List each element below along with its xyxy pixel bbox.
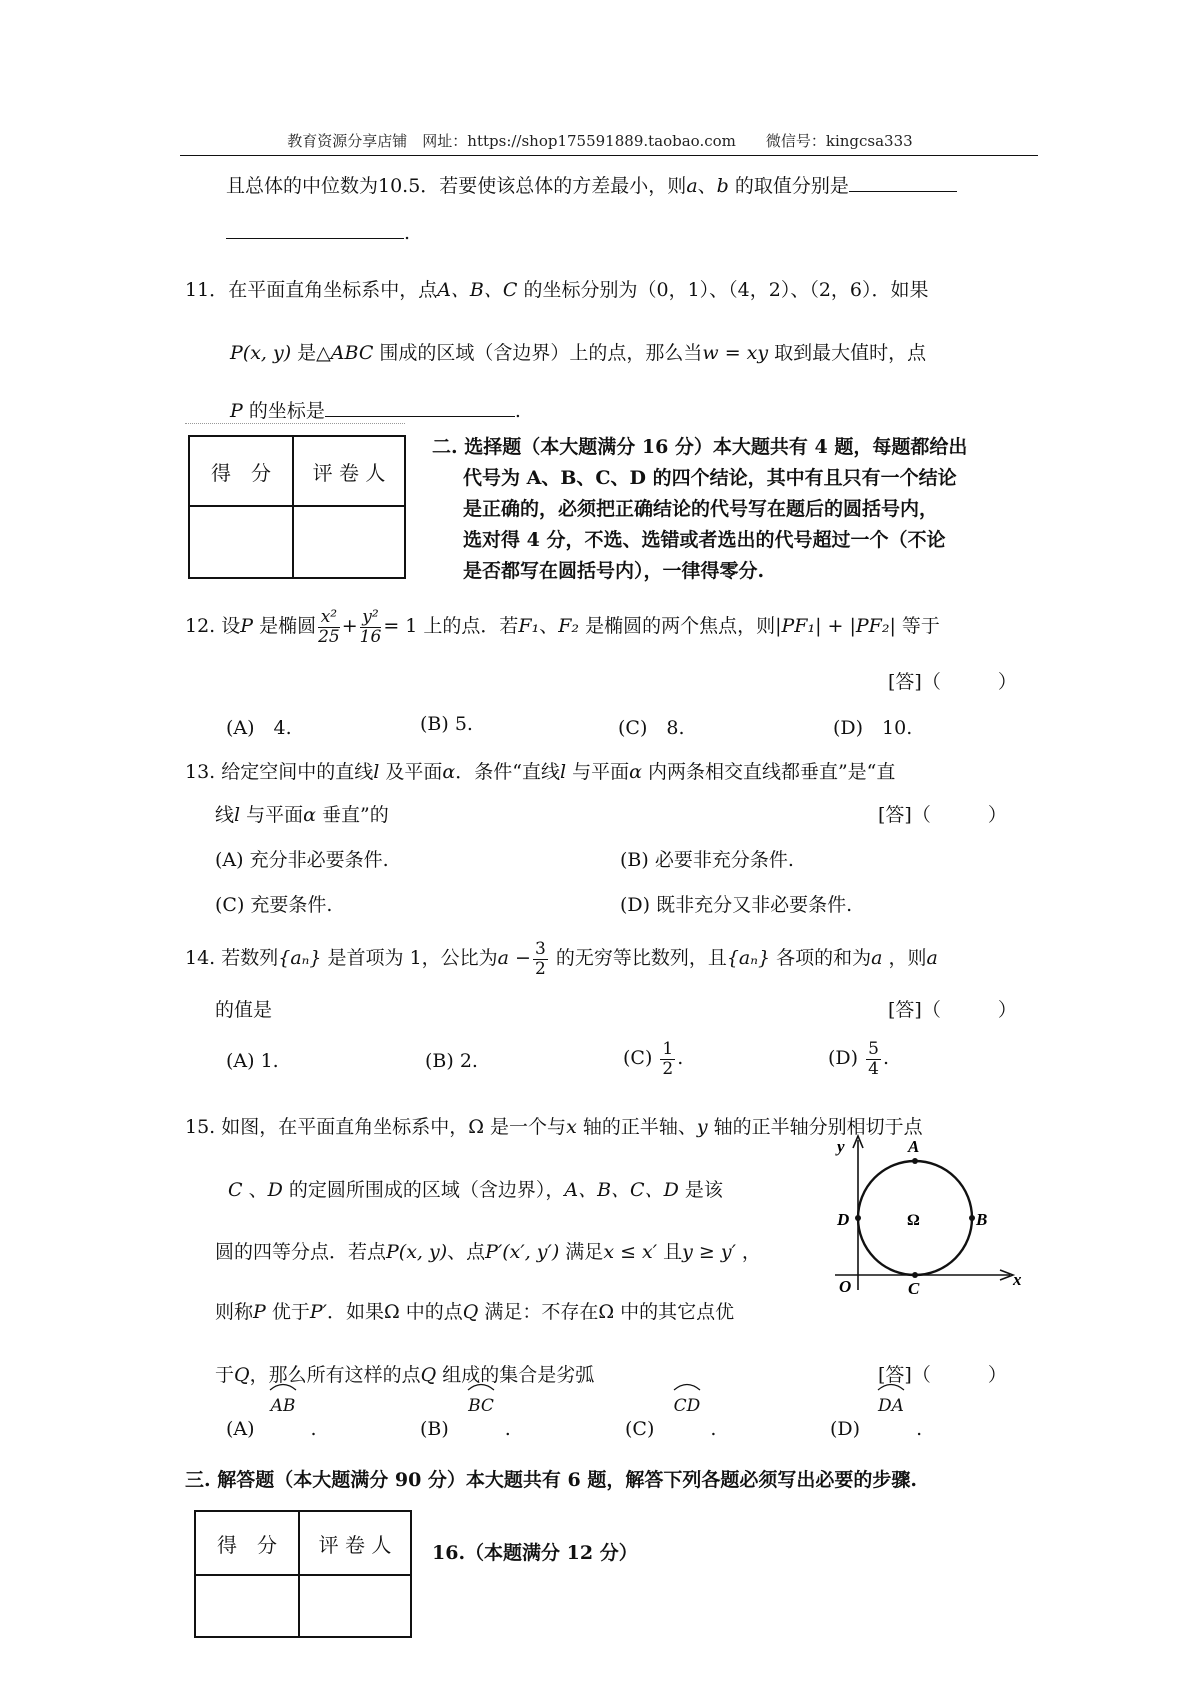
point-q: Q	[234, 1364, 250, 1386]
q11-line1	[185, 275, 929, 302]
score-table	[194, 1510, 412, 1638]
label-omega: Ω	[907, 1212, 920, 1229]
q13-text: 内两条相交直线都垂直”是“直	[641, 761, 896, 783]
equals: = 1	[383, 615, 418, 638]
plane-alpha: α	[629, 761, 642, 783]
q15-line4	[215, 1297, 734, 1324]
arc-mark-icon	[466, 1381, 496, 1391]
period: .	[514, 400, 521, 422]
option-label: (B)	[420, 1418, 449, 1440]
denominator: 25	[318, 626, 340, 647]
arc-label: BC	[468, 1396, 494, 1416]
sep: 、	[539, 615, 559, 638]
section2-line: 二. 选择题（本大题满分 16 分）本大题共有 4 题，每题都给出	[432, 436, 968, 458]
section2-line: 是正确的，必须把正确结论的代号写在题后的圆括号内，	[463, 498, 939, 520]
point-d: D	[267, 1179, 283, 1201]
q15-text: 圆的四等分点．若点	[215, 1241, 387, 1263]
option-c[interactable]	[623, 1040, 683, 1078]
q11-text: 的坐标是	[242, 400, 325, 422]
q11-text: 的坐标分别为（0，1）、（4，2）、（2，6）．如果	[517, 279, 929, 301]
option-d[interactable]	[828, 1040, 889, 1078]
x-axis-label: x	[1013, 1270, 1022, 1289]
q10-text-end: 的取值分别是	[728, 175, 849, 197]
axis-y: y	[696, 1116, 708, 1138]
q13-text: 与平面	[240, 804, 304, 826]
section2-instructions	[432, 432, 967, 587]
var-b: b	[716, 175, 729, 197]
axis-x: x	[566, 1116, 577, 1138]
q11-text: 取到最大值时，点	[768, 342, 927, 364]
arc-mark-icon	[268, 1381, 298, 1391]
q15-text: 如图，在平面直角坐标系中，Ω 是一个与	[215, 1116, 567, 1138]
y-axis-label: y	[837, 1137, 845, 1156]
page-header: 教育资源分享店铺 网址：https://shop175591889.taobao.com 微信号：kingcsa333	[287, 132, 913, 150]
q15-line2	[228, 1175, 723, 1202]
sequence: {aₙ}	[726, 947, 771, 970]
plane-alpha: α	[442, 761, 456, 783]
q13-line2	[215, 800, 389, 827]
option-a[interactable]: (A) 4.	[226, 717, 292, 739]
point-pprime: P′	[309, 1301, 327, 1323]
q13-text: 与平面	[566, 761, 630, 783]
q15-text: 是该	[678, 1179, 723, 1201]
q11-text: 在平面直角坐标系中，点	[228, 279, 438, 301]
score-header: 得 分	[195, 1511, 299, 1575]
q16-title: 16.（本题满分 12 分）	[432, 1542, 638, 1564]
q11-text: 是△	[291, 342, 331, 364]
grader-cell[interactable]	[293, 506, 405, 578]
condition-y: y ≥ y′	[682, 1241, 736, 1263]
q15-text: ，那么所有这样的点	[249, 1364, 421, 1386]
label-c: C	[908, 1279, 920, 1298]
divider-dotted	[185, 423, 405, 424]
period: .	[677, 1047, 684, 1070]
denominator: 16	[359, 626, 382, 647]
point-c: C	[228, 1179, 243, 1201]
answer-blank[interactable]	[325, 398, 515, 417]
answer-tag[interactable]: [答]（ ）	[888, 671, 1017, 693]
arc-label: DA	[878, 1396, 904, 1416]
question-number: 14.	[185, 947, 216, 970]
plus: +	[341, 615, 358, 638]
answer-blank[interactable]	[849, 173, 957, 192]
focus-f2: F₂	[558, 615, 580, 638]
grader-cell[interactable]	[299, 1575, 411, 1637]
option-b[interactable]: (B) 必要非充分条件.	[620, 849, 794, 871]
numerator: 1	[662, 1039, 674, 1059]
period: .	[504, 1418, 511, 1440]
score-table	[188, 435, 406, 579]
arc-bc	[466, 1376, 496, 1416]
q15-text: 组成的集合是劣弧	[436, 1364, 595, 1386]
q15-line3	[215, 1237, 761, 1264]
question-number: 15.	[185, 1116, 216, 1138]
arc-label: CD	[673, 1396, 701, 1416]
q13-line1	[185, 757, 895, 784]
q12-text: 是椭圆的两个焦点，则	[579, 615, 776, 638]
point-p: P	[240, 615, 254, 638]
q15-text: 轴的正半轴分别相切于点	[707, 1116, 923, 1138]
q15-line1	[185, 1112, 923, 1139]
origin-label: O	[839, 1277, 852, 1296]
sequence: {aₙ}	[278, 947, 322, 970]
q15-text: 则称	[215, 1301, 254, 1323]
point-q: Q	[420, 1364, 437, 1386]
denominator: 4	[868, 1058, 879, 1079]
q15-text: 轴的正半轴、	[576, 1116, 697, 1138]
var-a: a	[686, 175, 698, 197]
var-a: a	[926, 947, 938, 970]
option-label: (A)	[226, 1418, 255, 1440]
point-pprime-expr: P′(x′, y′)	[485, 1241, 560, 1263]
point-p-expr: P(x, y)	[230, 342, 292, 364]
option-b[interactable]: (B) 2.	[425, 1050, 478, 1072]
arc-mark-icon	[876, 1381, 906, 1391]
triangle-abc: ABC	[330, 342, 374, 364]
q14-text: 若数列	[215, 947, 279, 970]
arc-mark-icon	[672, 1381, 702, 1391]
numerator: x²	[318, 608, 340, 628]
q14-text: ，则	[882, 947, 927, 970]
sep: 、	[697, 175, 717, 197]
fraction-three-halves	[533, 940, 548, 978]
answer-tag[interactable]: [答]（ ）	[888, 999, 1017, 1021]
condition-x: x ≤ x′	[603, 1241, 658, 1263]
q15-text: 、点	[447, 1241, 486, 1263]
fraction-five-fourths	[866, 1040, 881, 1078]
q12-text: 等于	[895, 615, 940, 638]
numerator: 3	[534, 939, 546, 959]
q15-text: ．如果Ω 中的点	[326, 1301, 463, 1323]
option-c[interactable]: (C) 8.	[618, 717, 685, 739]
arc-ab	[268, 1376, 298, 1416]
score-header: 得 分	[189, 436, 293, 506]
section3-title: 三. 解答题（本大题满分 90 分）本大题共有 6 题，解答下列各题必须写出必要的步骤.	[185, 1469, 917, 1491]
q13-text: 线	[215, 804, 235, 826]
points-abc: A、B、C	[437, 279, 518, 301]
option-label: (D)	[830, 1418, 861, 1440]
q12-text: 是椭圆	[253, 615, 317, 638]
numerator: y²	[360, 608, 382, 628]
line-l: l	[234, 804, 241, 826]
q11-line3	[230, 396, 521, 423]
point-p-expr: P(x, y)	[386, 1241, 448, 1263]
period: .	[710, 1418, 717, 1440]
option-c[interactable]: (C) 充要条件.	[215, 894, 333, 916]
sep: 、	[242, 1179, 268, 1201]
option-b[interactable]: (B) 5.	[420, 713, 473, 735]
label-a: A	[908, 1137, 920, 1156]
q15-text: ，	[735, 1241, 761, 1263]
option-b[interactable]	[420, 1418, 511, 1440]
ratio-expr: a −	[497, 947, 531, 970]
score-cell[interactable]	[189, 506, 293, 578]
q15-text: 且	[657, 1241, 683, 1263]
section2-line: 选对得 4 分，不选、选错或者选出的代号超过一个（不论	[463, 529, 946, 551]
q15-text: 满足：不存在Ω 中的其它点优	[478, 1301, 735, 1323]
plane-alpha: α	[303, 804, 316, 826]
q14-text: 的无穷等比数列，且	[549, 947, 727, 970]
fraction-y	[360, 608, 382, 646]
period: .	[310, 1418, 317, 1440]
answer-blank[interactable]	[226, 220, 404, 239]
q14-line1	[185, 940, 938, 978]
abs-expr: |PF₁| + |PF₂|	[775, 615, 896, 638]
point-q: Q	[462, 1301, 479, 1323]
period: .	[404, 222, 411, 244]
point-d-dot	[855, 1215, 861, 1221]
var-a: a	[871, 947, 883, 970]
q12-text: 设	[215, 615, 241, 638]
score-cell[interactable]	[195, 1575, 299, 1637]
q10-line1	[226, 171, 957, 198]
option-a[interactable]: (A) 1.	[226, 1050, 279, 1072]
q15-text: 于	[215, 1364, 235, 1386]
question-number: 13.	[185, 761, 216, 783]
point-a-dot	[912, 1158, 918, 1164]
arc-da	[876, 1376, 906, 1416]
q13-text: 垂直”的	[315, 804, 389, 826]
q13-text: 及平面	[379, 761, 443, 783]
section2-line: 代号为 A、B、C、D 的四个结论，其中有且只有一个结论	[463, 467, 957, 489]
point-p: P	[253, 1301, 266, 1323]
w-expr: w = xy	[702, 342, 769, 364]
option-d[interactable]: (D) 10.	[833, 717, 913, 739]
option-c[interactable]	[625, 1418, 716, 1440]
option-label: (D)	[828, 1047, 859, 1070]
q12-text: 上的点．若	[417, 615, 519, 638]
q15-text: 的定圆所围成的区域（含边界），	[282, 1179, 565, 1201]
q10-line2	[226, 220, 410, 244]
q14-line2: 的值是	[215, 999, 273, 1021]
q11-line2	[230, 338, 926, 365]
option-a[interactable]	[226, 1418, 317, 1440]
point-c-dot	[912, 1272, 918, 1278]
label-b: B	[976, 1210, 988, 1229]
q14-text: 各项的和为	[770, 947, 872, 970]
answer-tag[interactable]: [答]（ ）	[878, 804, 1007, 826]
arc-cd	[672, 1376, 702, 1416]
arc-label: AB	[270, 1396, 296, 1416]
section2-line: 是否都写在圆括号内），一律得零分.	[463, 560, 765, 582]
option-label: (C)	[623, 1047, 653, 1070]
question-number: 11．	[185, 279, 229, 301]
q15-text: 优于	[265, 1301, 310, 1323]
answer-tag[interactable]: [答]（ ）	[878, 1364, 1007, 1386]
q11-text: 围成的区域（含边界）上的点，那么当	[373, 342, 703, 364]
option-d[interactable]	[830, 1418, 922, 1440]
q14-text: 是首项为 1，公比为	[321, 947, 498, 970]
grader-header: 评 卷 人	[299, 1511, 411, 1575]
fraction-half	[660, 1040, 675, 1078]
line-l: l	[559, 761, 567, 783]
grader-header: 评 卷 人	[293, 436, 405, 506]
question-number: 12.	[185, 615, 216, 638]
circle-figure	[825, 1130, 1025, 1300]
points-abcd: A、B、C、D	[564, 1179, 679, 1201]
option-label: (C)	[625, 1418, 655, 1440]
denominator: 2	[534, 958, 546, 979]
q13-text: 给定空间中的直线	[215, 761, 374, 783]
period: .	[916, 1418, 923, 1440]
fraction-x	[318, 608, 340, 646]
focus-f1: F₁	[518, 615, 540, 638]
label-d: D	[837, 1210, 850, 1229]
option-a[interactable]: (A) 充分非必要条件.	[215, 849, 389, 871]
denominator: 2	[662, 1058, 674, 1079]
option-d[interactable]: (D) 既非充分又非必要条件.	[620, 894, 853, 916]
q12-line1	[185, 608, 940, 646]
line-l: l	[373, 761, 380, 783]
period: .	[882, 1047, 889, 1070]
q10-text: 且总体的中位数为10.5．若要使该总体的方差最小，则	[226, 175, 687, 197]
q13-text: ．条件“直线	[455, 761, 560, 783]
numerator: 5	[868, 1039, 879, 1059]
point-p: P	[230, 400, 243, 422]
point-b-dot	[969, 1215, 975, 1221]
q15-text: 满足	[559, 1241, 604, 1263]
header-rule	[180, 155, 1038, 156]
